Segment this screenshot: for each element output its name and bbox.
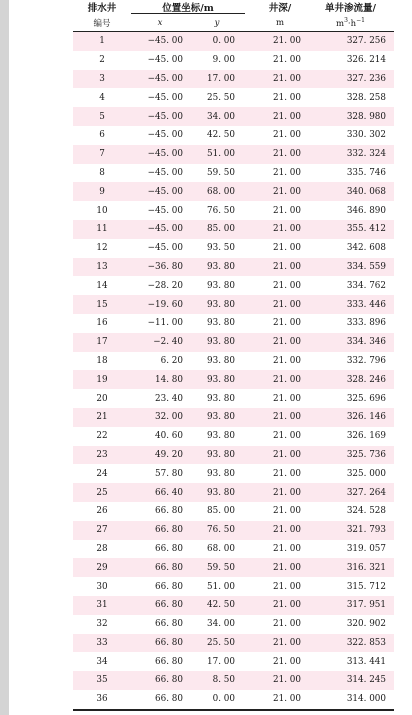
table-row [73,540,394,559]
cell-well-id: 34 [96,656,108,667]
table-row [73,70,394,89]
cell-flow: 333. 896 [346,318,386,329]
cell-depth: 21. 00 [273,149,301,160]
cell-flow: 319. 057 [346,543,386,554]
cell-x: −45. 00 [147,92,183,103]
cell-y: 93. 80 [207,431,235,442]
cell-depth: 21. 00 [273,55,301,66]
cell-depth: 21. 00 [273,487,301,498]
table-row [73,389,394,408]
cell-y: 93. 80 [207,337,235,348]
cell-depth: 21. 00 [273,186,301,197]
cell-y: 93. 80 [207,487,235,498]
cell-flow: 327. 236 [346,73,386,84]
table-row [73,577,394,596]
table-row [73,32,394,51]
cell-well-id: 5 [99,111,105,122]
cell-flow: 327. 264 [346,487,386,498]
cell-depth: 21. 00 [273,506,301,517]
table-row [73,558,394,577]
cell-y: 0. 00 [212,694,235,705]
cell-x: 14. 80 [155,374,183,385]
cell-x: −45. 00 [147,130,183,141]
cell-y: 93. 80 [207,449,235,460]
cell-well-id: 18 [96,355,108,366]
cell-well-id: 15 [96,299,108,310]
cell-depth: 21. 00 [273,675,301,686]
cell-flow: 327. 256 [346,36,386,47]
header-y: y [214,17,220,28]
cell-y: 51. 00 [207,149,235,160]
cell-depth: 21. 00 [273,543,301,554]
cell-well-id: 22 [96,431,108,442]
cell-depth: 21. 00 [273,337,301,348]
table-row [73,239,394,258]
cell-x: −45. 00 [147,55,183,66]
table-header-row-2 [73,14,394,31]
cell-well-id: 32 [96,619,108,630]
cell-x: 66. 80 [155,525,183,536]
cell-depth: 21. 00 [273,656,301,667]
header-flow-unit: $m^3\cdot h^{-1}$ [336,16,365,29]
cell-flow: 320. 902 [346,619,386,630]
cell-y: 85. 00 [207,506,235,517]
viewer-side-bar [0,0,9,715]
cell-flow: 334. 559 [346,261,386,272]
cell-flow: 324. 528 [346,506,386,517]
table-row [73,690,394,709]
cell-y: 93. 80 [207,299,235,310]
table-row [73,615,394,634]
cell-y: 93. 80 [207,280,235,291]
cell-depth: 21. 00 [273,205,301,216]
cell-x: 66. 80 [155,543,183,554]
cell-y: 93. 80 [207,318,235,329]
cell-x: −36. 80 [147,261,183,272]
cell-x: −45. 00 [147,73,183,84]
cell-well-id: 25 [96,487,108,498]
cell-depth: 21. 00 [273,525,301,536]
cell-x: 66. 80 [155,600,183,611]
cell-depth: 21. 00 [273,619,301,630]
cell-y: 25. 50 [207,637,235,648]
cell-x: 49. 20 [155,449,183,460]
cell-x: −19. 60 [147,299,183,310]
cell-x: 66. 80 [155,637,183,648]
cell-well-id: 4 [99,92,105,103]
cell-flow: 322. 853 [346,637,386,648]
cell-x: −45. 00 [147,167,183,178]
cell-y: 34. 00 [207,111,235,122]
cell-well-id: 2 [99,55,105,66]
cell-flow: 330. 302 [346,130,386,141]
table-row [73,314,394,333]
cell-depth: 21. 00 [273,694,301,705]
cell-x: 66. 80 [155,506,183,517]
cell-depth: 21. 00 [273,393,301,404]
cell-y: 93. 80 [207,355,235,366]
table-row [73,370,394,389]
cell-flow: 325. 000 [346,468,386,479]
table-row [73,427,394,446]
table-row [73,51,394,70]
cell-well-id: 3 [99,73,105,84]
cell-well-id: 29 [96,562,108,573]
cell-x: −11. 00 [147,318,183,329]
cell-y: 76. 50 [207,205,235,216]
cell-x: 6. 20 [160,355,183,366]
cell-flow: 314. 245 [346,675,386,686]
cell-well-id: 19 [96,374,108,385]
cell-flow: 328. 246 [346,374,386,385]
header-depth-unit: m [275,17,285,28]
cell-x: 66. 80 [155,694,183,705]
table-row [73,446,394,465]
bottom-rule [73,709,394,711]
cell-depth: 21. 00 [273,243,301,254]
table-row [73,502,394,521]
cell-well-id: 16 [96,318,108,329]
cell-x: −28. 20 [147,280,183,291]
cell-x: −45. 00 [147,36,183,47]
table-row [73,352,394,371]
cell-flow: 326. 169 [346,431,386,442]
cell-y: 59. 50 [207,167,235,178]
cell-depth: 21. 00 [273,73,301,84]
cell-well-id: 26 [96,506,108,517]
cell-flow: 314. 000 [346,694,386,705]
cell-well-id: 6 [99,130,105,141]
table-row [73,408,394,427]
table-row [73,521,394,540]
cell-depth: 21. 00 [273,36,301,47]
cell-y: 76. 50 [207,525,235,536]
cell-flow: 355. 412 [346,224,386,235]
header-well-id: 排水井 [87,2,117,14]
cell-x: 66. 40 [155,487,183,498]
table-row [73,88,394,107]
cell-flow: 321. 793 [346,525,386,536]
table-row [73,596,394,615]
cell-x: 66. 80 [155,675,183,686]
cell-flow: 340. 068 [346,186,386,197]
cell-depth: 21. 00 [273,562,301,573]
cell-y: 93. 80 [207,261,235,272]
header-well-id-2: 编号 [93,18,111,29]
cell-well-id: 24 [96,468,108,479]
cell-depth: 21. 00 [273,581,301,592]
table-row [73,220,394,239]
cell-well-id: 10 [96,205,108,216]
cell-depth: 21. 00 [273,111,301,122]
cell-depth: 21. 00 [273,600,301,611]
cell-x: 40. 60 [155,431,183,442]
cell-y: 68. 00 [207,543,235,554]
header-depth: 井深/ [268,2,292,14]
cell-well-id: 8 [99,167,105,178]
cell-x: −2. 40 [153,337,183,348]
cell-well-id: 14 [96,280,108,291]
cell-y: 93. 80 [207,412,235,423]
cell-y: 8. 50 [212,675,235,686]
cell-y: 68. 00 [207,186,235,197]
cell-flow: 328. 258 [346,92,386,103]
cell-x: 66. 80 [155,581,183,592]
cell-depth: 21. 00 [273,412,301,423]
cell-well-id: 9 [99,186,105,197]
cell-depth: 21. 00 [273,355,301,366]
table-row [73,258,394,277]
cell-well-id: 36 [96,694,108,705]
cell-depth: 21. 00 [273,224,301,235]
cell-well-id: 12 [96,243,108,254]
cell-flow: 333. 446 [346,299,386,310]
cell-depth: 21. 00 [273,167,301,178]
cell-well-id: 23 [96,449,108,460]
cell-flow: 316. 321 [346,562,386,573]
cell-flow: 332. 796 [346,355,386,366]
cell-y: 93. 80 [207,468,235,479]
cell-well-id: 28 [96,543,108,554]
cell-y: 42. 50 [207,600,235,611]
cell-flow: 317. 951 [346,600,386,611]
cell-y: 17. 00 [207,656,235,667]
cell-x: −45. 00 [147,111,183,122]
table-header-row-1 [73,0,394,13]
cell-flow: 335. 746 [346,167,386,178]
cell-well-id: 31 [96,600,108,611]
cell-x: 32. 00 [155,412,183,423]
cell-well-id: 1 [99,36,105,47]
cell-well-id: 11 [96,224,108,235]
cell-well-id: 33 [96,637,108,648]
cell-y: 93. 80 [207,393,235,404]
table-row [73,201,394,220]
cell-flow: 315. 712 [346,581,386,592]
cell-well-id: 30 [96,581,108,592]
table-row [73,295,394,314]
header-x: x [157,17,163,28]
cell-depth: 21. 00 [273,130,301,141]
drainage-well-table [73,0,394,711]
cell-y: 0. 00 [212,36,235,47]
cell-x: −45. 00 [147,224,183,235]
cell-x: 66. 80 [155,562,183,573]
cell-depth: 21. 00 [273,92,301,103]
cell-y: 42. 50 [207,130,235,141]
table-row [73,145,394,164]
cell-y: 85. 00 [207,224,235,235]
cell-well-id: 27 [96,525,108,536]
table-row [73,333,394,352]
cell-depth: 21. 00 [273,431,301,442]
header-position: 位置坐标/m [162,2,214,14]
cell-y: 25. 50 [207,92,235,103]
table-row [73,634,394,653]
cell-y: 17. 00 [207,73,235,84]
table-row [73,483,394,502]
cell-x: −45. 00 [147,149,183,160]
cell-flow: 325. 696 [346,393,386,404]
header-flow: 单井渗流量/ [325,2,376,14]
cell-well-id: 35 [96,675,108,686]
cell-flow: 313. 441 [346,656,386,667]
cell-y: 93. 80 [207,374,235,385]
cell-y: 59. 50 [207,562,235,573]
cell-depth: 21. 00 [273,280,301,291]
cell-flow: 326. 146 [346,412,386,423]
cell-depth: 21. 00 [273,318,301,329]
cell-well-id: 13 [96,261,108,272]
cell-depth: 21. 00 [273,374,301,385]
table-row [73,126,394,145]
cell-y: 51. 00 [207,581,235,592]
cell-x: 66. 80 [155,656,183,667]
cell-x: 57. 80 [155,468,183,479]
cell-x: −45. 00 [147,243,183,254]
cell-y: 9. 00 [212,55,235,66]
cell-x: −45. 00 [147,205,183,216]
cell-y: 34. 00 [207,619,235,630]
table-row [73,671,394,690]
cell-depth: 21. 00 [273,449,301,460]
cell-y: 93. 50 [207,243,235,254]
cell-depth: 21. 00 [273,261,301,272]
cell-well-id: 21 [96,412,108,423]
table-row [73,652,394,671]
cell-flow: 334. 346 [346,337,386,348]
cell-x: 66. 80 [155,619,183,630]
cell-depth: 21. 00 [273,468,301,479]
table-row [73,164,394,183]
table-row [73,107,394,126]
cell-flow: 328. 980 [346,111,386,122]
cell-flow: 342. 608 [346,243,386,254]
table-row [73,464,394,483]
cell-x: −45. 00 [147,186,183,197]
table-body [73,32,394,709]
cell-flow: 326. 214 [346,55,386,66]
table-row [73,276,394,295]
cell-well-id: 20 [96,393,108,404]
cell-flow: 346. 890 [346,205,386,216]
cell-x: 23. 40 [155,393,183,404]
cell-flow: 332. 324 [346,149,386,160]
cell-depth: 21. 00 [273,299,301,310]
cell-flow: 325. 736 [346,449,386,460]
cell-depth: 21. 00 [273,637,301,648]
cell-well-id: 7 [99,149,105,160]
cell-well-id: 17 [96,337,108,348]
cell-flow: 334. 762 [346,280,386,291]
table-row [73,182,394,201]
